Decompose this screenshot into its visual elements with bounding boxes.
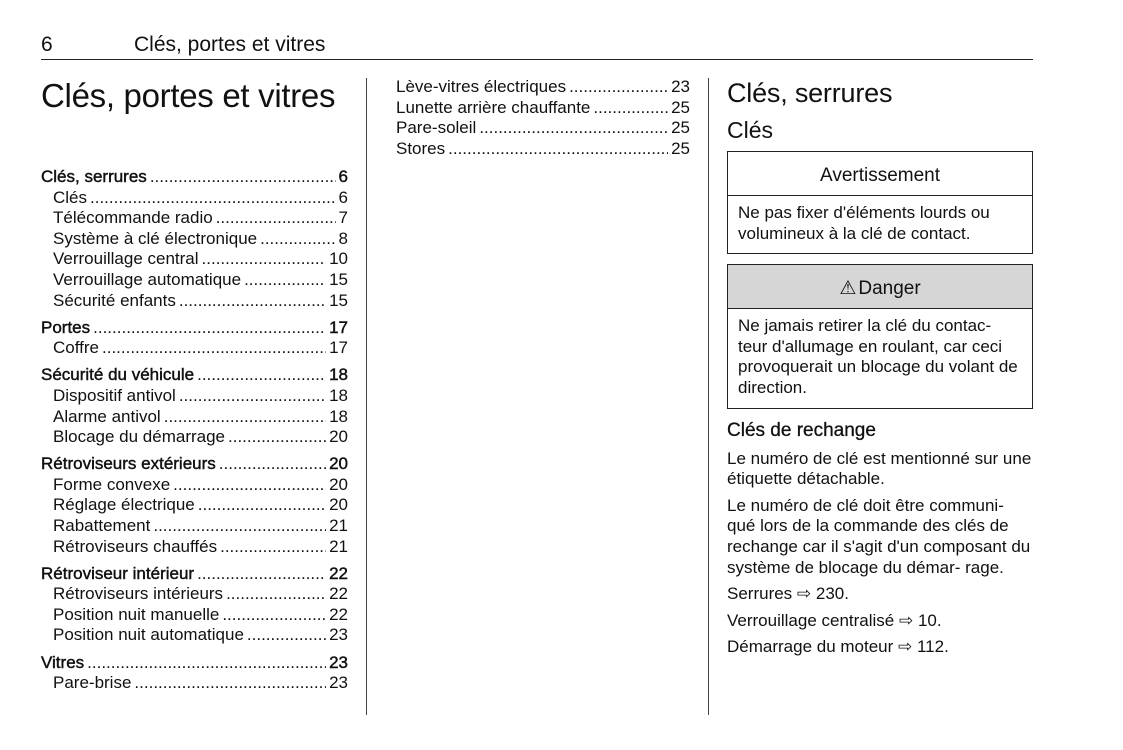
page-number: 6 xyxy=(41,33,53,56)
toc-entry xyxy=(41,270,348,291)
toc-entry xyxy=(41,475,348,496)
danger-heading: Danger xyxy=(858,278,921,300)
toc-leader-dots xyxy=(260,229,335,250)
toc-entry-label: Position nuit automatique xyxy=(53,625,244,645)
toc-entry xyxy=(41,229,348,250)
toc-entry-label: Stores xyxy=(396,138,446,158)
toc-entry-label: Sécurité enfants xyxy=(53,290,176,310)
toc-entry-label: Coffre xyxy=(53,338,99,358)
toc-entry xyxy=(41,605,348,626)
toc-leader-dots xyxy=(216,208,336,229)
toc-leader-dots xyxy=(164,407,326,428)
toc-leader-dots xyxy=(220,537,326,558)
toc-leader-dots xyxy=(179,291,326,312)
toc-leader-dots xyxy=(202,249,327,270)
toc-leader-dots xyxy=(179,386,326,407)
toc-entry-page: 25 xyxy=(671,138,690,158)
toc-leader-dots xyxy=(93,318,326,339)
toc-entry-label: Pare-brise xyxy=(53,673,132,693)
danger-box xyxy=(727,264,1033,408)
toc-entry-page: 23 xyxy=(329,673,348,693)
toc-entry-page: 25 xyxy=(671,97,690,117)
toc-entry-label: Rétroviseurs chauffés xyxy=(53,536,218,556)
toc-entry-label: Réglage électrique xyxy=(53,495,195,515)
warning-box xyxy=(727,151,1033,254)
toc-entry-page: 22 xyxy=(329,604,348,624)
toc-leader-dots xyxy=(593,98,668,119)
toc-entry-page: 22 xyxy=(329,563,348,583)
table-of-contents-column-2 xyxy=(396,77,690,159)
toc-entry-page: 18 xyxy=(329,365,348,385)
toc-section-entry xyxy=(41,365,348,386)
toc-entry-label: Blocage du démarrage xyxy=(53,427,226,447)
toc-entry-label: Rabattement xyxy=(53,516,151,535)
toc-entry-page: 6 xyxy=(338,187,348,207)
toc-entry xyxy=(396,118,690,139)
toc-entry-page: 17 xyxy=(329,317,348,337)
toc-entry-page: 20 xyxy=(329,474,348,494)
toc-section-entry xyxy=(41,318,348,339)
toc-entry-label: Clés, serrures xyxy=(41,167,147,186)
toc-entry-page: 17 xyxy=(329,338,348,358)
toc-entry xyxy=(41,427,348,448)
toc-leader-dots xyxy=(479,118,668,139)
running-header xyxy=(41,33,1033,60)
toc-leader-dots xyxy=(198,495,326,516)
toc-entry-label: Sécurité du véhicule xyxy=(41,365,195,385)
column-divider xyxy=(708,78,709,715)
toc-entry-label: Vitres xyxy=(41,652,85,672)
toc-leader-dots xyxy=(150,167,336,188)
chapter-title: Clés, portes et vitres xyxy=(41,77,336,114)
toc-entry xyxy=(396,98,690,119)
toc-leader-dots xyxy=(153,516,326,537)
toc-entry-label: Portes xyxy=(41,317,91,337)
section-content xyxy=(727,76,1033,664)
toc-entry-label: Verrouillage central xyxy=(53,249,199,269)
toc-entry xyxy=(41,516,348,537)
toc-entry-label: Télécommande radio xyxy=(53,208,213,228)
toc-entry-label: Système à clé électronique xyxy=(53,228,258,248)
subsection-title: Clés xyxy=(727,117,774,143)
toc-entry-label: Lève-vitres électriques xyxy=(396,77,567,96)
toc-leader-dots xyxy=(247,625,326,646)
toc-leader-dots xyxy=(226,584,326,605)
toc-entry-label: Rétroviseurs intérieurs xyxy=(53,584,224,604)
toc-leader-dots xyxy=(90,188,336,209)
toc-leader-dots xyxy=(222,605,326,626)
warning-triangle-icon: ⚠ xyxy=(839,278,857,300)
toc-section-entry xyxy=(41,564,348,585)
section-title: Clés, serrures xyxy=(727,78,893,108)
toc-entry-label: Clés xyxy=(53,187,88,207)
table-of-contents-column-1 xyxy=(41,167,348,694)
toc-entry-page: 22 xyxy=(329,584,348,604)
toc-entry xyxy=(41,625,348,646)
toc-entry-label: Rétroviseur intérieur xyxy=(41,563,195,583)
toc-leader-dots xyxy=(448,139,668,160)
toc-entry xyxy=(41,249,348,270)
toc-entry xyxy=(41,407,348,428)
toc-leader-dots xyxy=(197,365,326,386)
cross-reference-central-locking: Verrouillage centralisé ⇨ 10. xyxy=(727,610,942,630)
toc-entry xyxy=(41,386,348,407)
toc-entry xyxy=(396,77,690,98)
toc-entry xyxy=(41,188,348,209)
toc-leader-dots xyxy=(569,77,668,98)
toc-section-entry xyxy=(41,454,348,475)
toc-entry-page: 20 xyxy=(329,495,348,515)
warning-text: Ne pas fixer d'éléments lourds ou volumineux à la clé de contact. xyxy=(738,203,990,243)
toc-entry-page: 15 xyxy=(329,290,348,310)
toc-entry-label: Alarme antivol xyxy=(53,406,161,426)
toc-entry xyxy=(41,673,348,694)
spare-keys-heading: Clés de rechange xyxy=(727,419,876,441)
toc-entry-page: 25 xyxy=(671,118,690,138)
running-header-title: Clés, portes et vitres xyxy=(134,33,326,56)
toc-entry-page: 6 xyxy=(338,167,348,186)
toc-entry-label: Pare-soleil xyxy=(396,118,477,138)
toc-entry-label: Verrouillage automatique xyxy=(53,269,242,289)
toc-entry-page: 18 xyxy=(329,385,348,405)
toc-leader-dots xyxy=(134,673,326,694)
toc-entry-label: Position nuit manuelle xyxy=(53,604,220,624)
toc-leader-dots xyxy=(228,427,326,448)
danger-header xyxy=(728,265,1032,309)
toc-section-entry xyxy=(41,653,348,674)
toc-entry-page: 15 xyxy=(329,269,348,289)
warning-heading: Avertissement xyxy=(728,152,1032,196)
toc-entry xyxy=(41,537,348,558)
toc-entry-page: 10 xyxy=(329,249,348,269)
toc-leader-dots xyxy=(219,454,326,475)
toc-entry-label: Rétroviseurs extérieurs xyxy=(41,454,216,474)
toc-entry-page: 20 xyxy=(329,427,348,447)
toc-entry-label: Forme convexe xyxy=(53,474,171,494)
toc-entry xyxy=(41,208,348,229)
toc-leader-dots xyxy=(87,653,326,674)
toc-entry xyxy=(41,495,348,516)
toc-leader-dots xyxy=(197,564,326,585)
toc-entry-label: Dispositif antivol xyxy=(53,385,176,405)
toc-section-entry xyxy=(41,167,348,188)
toc-entry-page: 8 xyxy=(338,228,348,248)
toc-entry-page: 18 xyxy=(329,406,348,426)
toc-entry-page: 23 xyxy=(329,652,348,672)
chapter-title-block xyxy=(41,76,348,116)
spare-keys-paragraph-2: Le numéro de clé doit être communi- qué lors de la commande des clés de rechange car il s'agit d'un composant du système de blocage du démar- rage. xyxy=(727,495,1031,577)
toc-entry-page: 7 xyxy=(338,208,348,228)
toc-entry xyxy=(41,338,348,359)
toc-entry xyxy=(41,584,348,605)
toc-entry-page: 20 xyxy=(329,454,348,474)
cross-reference-locks: Serrures ⇨ 230. xyxy=(727,584,849,604)
toc-entry xyxy=(396,139,690,160)
toc-leader-dots xyxy=(244,270,326,291)
toc-entry-page: 21 xyxy=(329,536,348,556)
spare-keys-paragraph-1: Le numéro de clé est mentionné sur une étiquette détachable. xyxy=(727,448,1032,489)
toc-entry-page: 23 xyxy=(329,625,348,645)
toc-leader-dots xyxy=(173,475,326,496)
toc-entry-page: 21 xyxy=(329,516,348,535)
column-divider xyxy=(366,78,367,715)
toc-entry xyxy=(41,291,348,312)
toc-entry-label: Lunette arrière chauffante xyxy=(396,97,591,117)
toc-entry-page: 23 xyxy=(671,77,690,96)
cross-reference-engine-start: Démarrage du moteur ⇨ 112. xyxy=(727,637,949,657)
toc-leader-dots xyxy=(102,338,326,359)
danger-text: Ne jamais retirer la clé du contac- teur d'allumage en roulant, car ceci provoquerait un blocage du volant de direction. xyxy=(738,316,1018,397)
